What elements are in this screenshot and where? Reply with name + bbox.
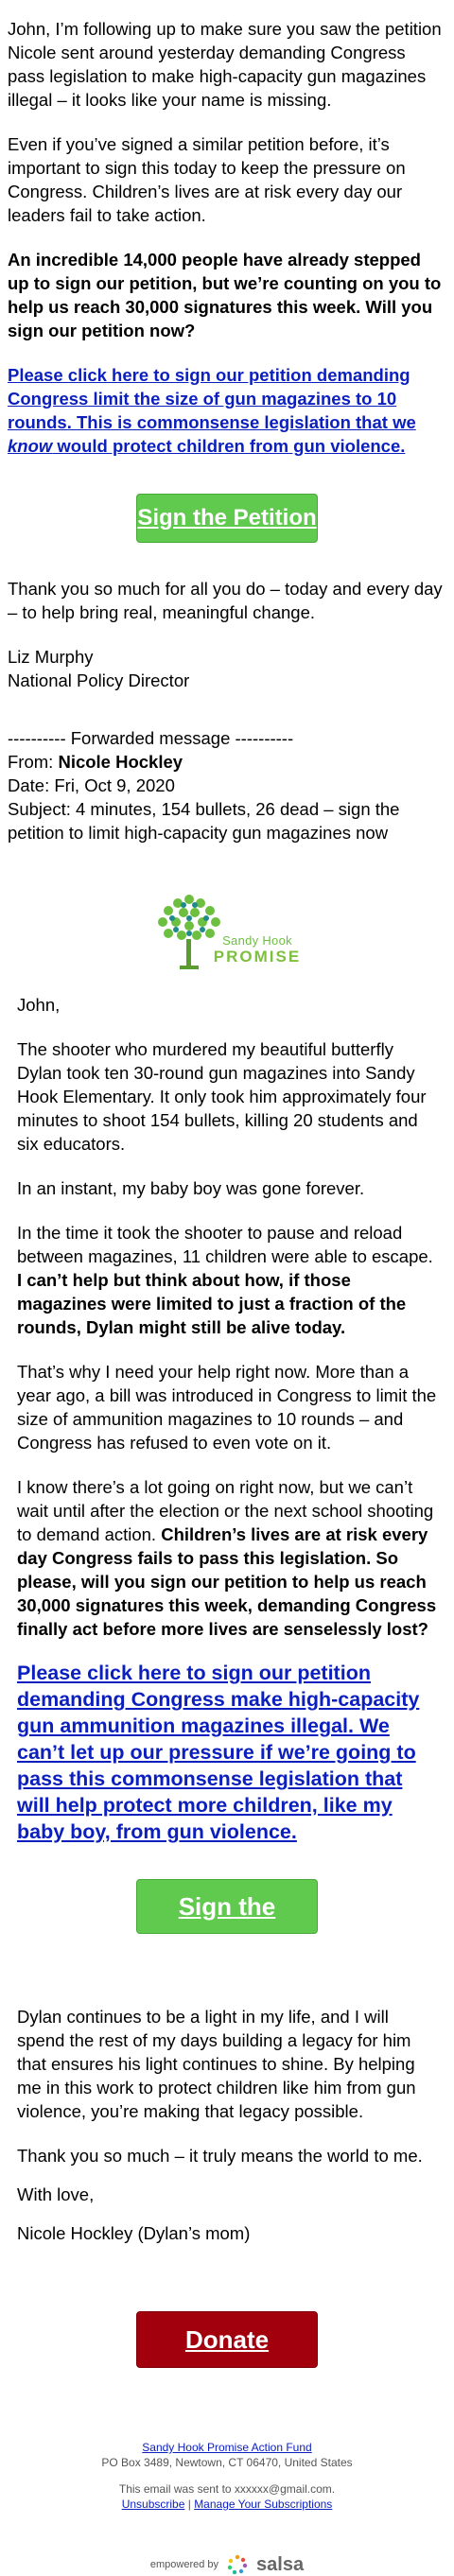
sign-petition-button[interactable]: Sign the Petition xyxy=(136,494,318,543)
intro-callout: An incredible 14,000 people have already stepped up to sign our petition, but we’re counting on you to help us reach 30,000 signatures this week. Will you sign our petition now? xyxy=(8,250,442,340)
logo-line1: Sandy Hook xyxy=(222,933,292,948)
signer-name: Liz Murphy xyxy=(8,647,94,667)
manage-subscriptions-link[interactable]: Manage Your Subscriptions xyxy=(194,2498,333,2511)
unsubscribe-link[interactable]: Unsubscribe xyxy=(121,2498,185,2511)
letter-paragraph: Thank you so much – it truly means the world to me. xyxy=(17,2146,423,2166)
letter-signature: Nicole Hockley (Dylan’s mom) xyxy=(17,2223,251,2243)
salsa-logo-icon xyxy=(226,2553,249,2576)
thanks-paragraph: Thank you so much for all you do – today and every day – to help bring real, meaningful change. xyxy=(8,579,443,622)
forward-from-name: Nicole Hockley xyxy=(58,752,183,772)
subscription-links: Unsubscribe | Manage Your Subscriptions xyxy=(121,2498,333,2511)
big-petition-link-paragraph xyxy=(17,1660,437,1845)
donate-button[interactable]: Donate xyxy=(136,2311,318,2368)
sandy-hook-logo xyxy=(0,890,454,980)
signer-title: National Policy Director xyxy=(8,670,190,690)
letter-paragraph: In an instant, my baby boy was gone forever. xyxy=(17,1178,365,1198)
intro-paragraph: Even if you’ve signed a similar petition before, it’s important to sign this today to keep the pressure on Congress. Children’s lives are at risk every day our leaders fail to take action. xyxy=(8,134,406,225)
powered-by xyxy=(0,2553,454,2576)
letter-paragraph: The shooter who murdered my beautiful butterfly Dylan took ten 30-round gun magazines into Sandy Hook Elementary. It only took him approximately four minutes to shoot 154 bullets, killing 20 students and six educators. xyxy=(17,1039,427,1154)
letter-paragraph: I know there’s a lot going on right now, but we can’t wait until after the election or the next school shooting to demand action. Children’s lives are at risk every day Congress fails to pass this legislation. So please, will you sign our petition to help us reach 30,000 signatures this week, demanding Congress finally act before more lives are senselessly lost? xyxy=(17,1477,437,1639)
letter-paragraph: That’s why I need your help right now. More than a year ago, a bill was introduced in Congress to limit the size of ammunition magazines to 10 rounds – and Congress has refused to even vote on it. xyxy=(17,1362,437,1453)
org-link[interactable]: Sandy Hook Promise Action Fund xyxy=(142,2441,312,2454)
letter-closing xyxy=(0,2005,454,2245)
powered-by-text: empowered by xyxy=(149,2559,219,2570)
letter-paragraph: In the time it took the shooter to pause and reload between magazines, 11 children were able to escape. I can’t help but think about how, if those magazines were limited to just a fraction of the rounds, Dylan might still be alive today. xyxy=(17,1223,433,1337)
donate-row xyxy=(0,2311,454,2368)
letter-greeting: John, xyxy=(17,995,61,1015)
logo-line2: PROMISE xyxy=(213,948,302,966)
button-row xyxy=(0,1879,454,1973)
intro-section xyxy=(0,0,454,458)
forward-date: Date: Fri, Oct 9, 2020 xyxy=(8,775,175,795)
sent-to-notice: This email was sent to xxxxxx@gmail.com. xyxy=(118,2482,336,2496)
intro-paragraph: John, I’m following up to make sure you saw the petition Nicole sent around yesterday demanding Congress pass legislation to make high-capacity gun magazines illegal – it looks like your name is missing. xyxy=(8,19,442,110)
big-petition-link[interactable]: Please click here to sign our petition demanding Congress make high-capacity gun ammunition magazines illegal. We can’t let up our pressure if we’re going to pass this commonsense legislation that will help protect more children, like my baby boy, from gun violence. xyxy=(17,1662,420,1843)
letter-section xyxy=(0,993,454,1845)
footer xyxy=(0,2440,454,2576)
button-row xyxy=(0,494,454,543)
petition-link[interactable]: Please click here to sign our petition demanding Congress limit the size of gun magazines to 10 rounds. This is commonsense legislation that we know would protect children from gun violence. xyxy=(8,365,416,456)
intro-closing xyxy=(0,577,454,844)
org-address: PO Box 3489, Newtown, CT 06470, United States xyxy=(101,2456,353,2469)
sign-petition-button-2[interactable]: Sign the Petition xyxy=(136,1879,318,1934)
petition-link-paragraph xyxy=(8,363,446,458)
salsa-brand: salsa xyxy=(256,2554,305,2575)
letter-signoff: With love, xyxy=(17,2184,95,2204)
forward-subject: Subject: 4 minutes, 154 bullets, 26 dead – sign the petition to limit high-capacity gun magazines now xyxy=(8,799,400,843)
forward-from: From: Nicole Hockley xyxy=(8,752,183,772)
letter-paragraph: Dylan continues to be a light in my life, and I will spend the rest of my days building a legacy for him that ensures his light continues to shine. By helping me in this work to protect children like him from gun violence, you’re making that legacy possible. xyxy=(17,2007,416,2121)
forward-divider: ---------- Forwarded message ---------- xyxy=(8,728,294,748)
